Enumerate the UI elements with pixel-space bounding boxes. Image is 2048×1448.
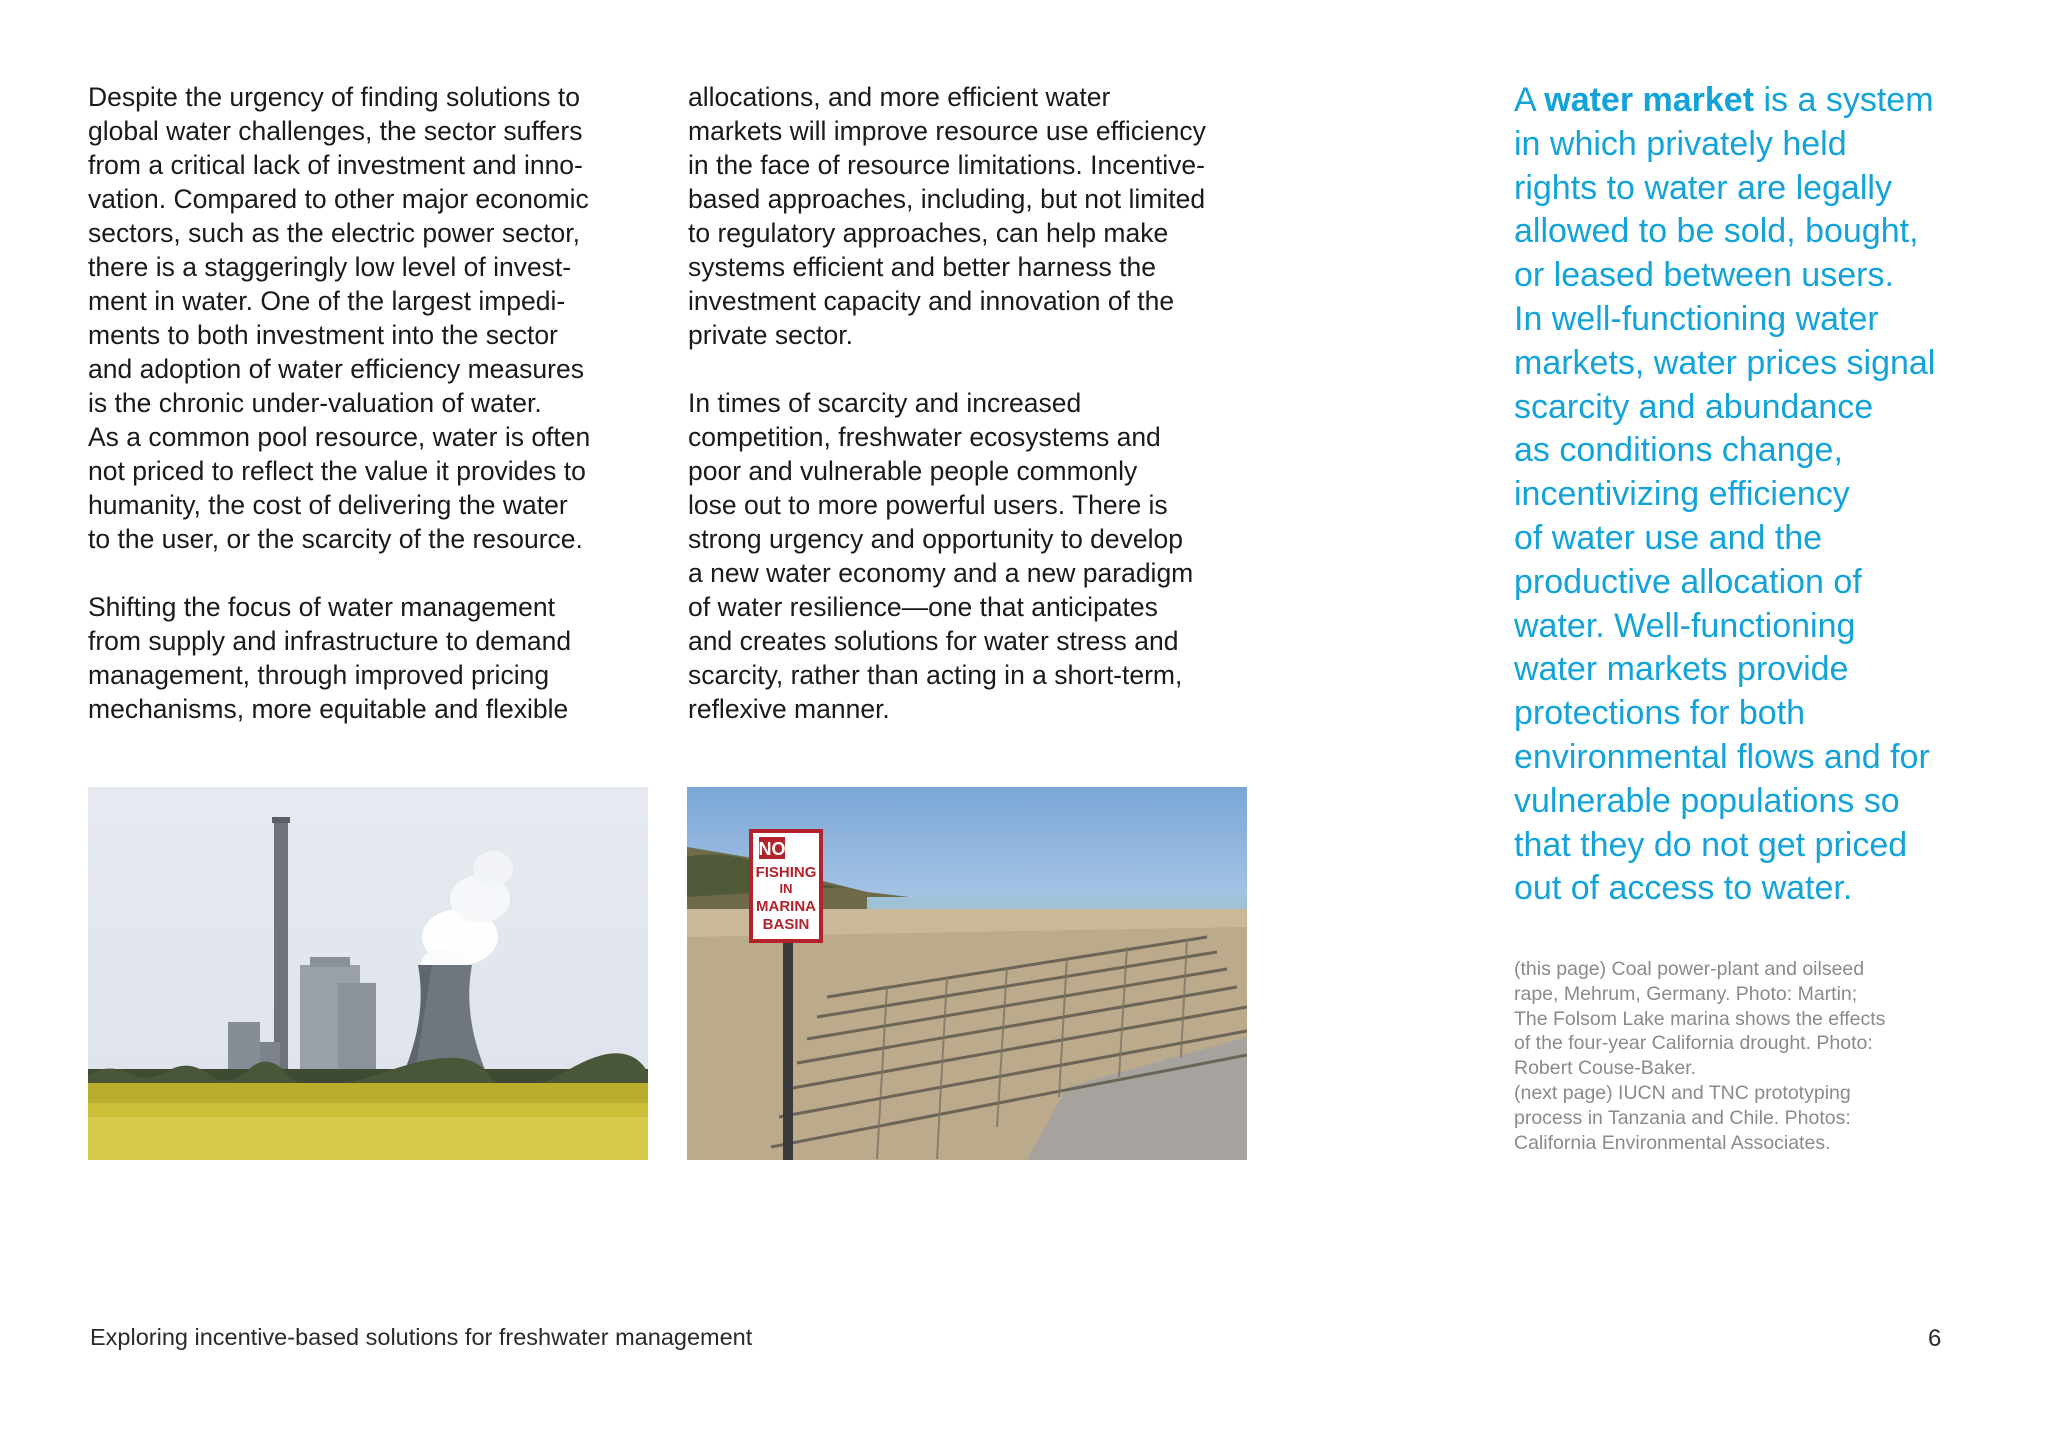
caption-line: of the four-year California drought. Photo:	[1514, 1032, 1873, 1055]
pull-quote-rest: is a system	[1754, 81, 1934, 119]
caption-line: California Environmental Associates.	[1514, 1131, 1831, 1154]
text-line: scarcity, rather than acting in a short-term,	[688, 660, 1183, 690]
caption-line: (this page) Coal power-plant and oilseed	[1514, 958, 1865, 980]
text-line: strong urgency and opportunity to develop	[688, 524, 1183, 554]
text-line: water. Well-functioning	[1514, 606, 1856, 645]
marina-illustration	[687, 787, 1247, 1160]
text-line: productive allocation of	[1514, 562, 1862, 601]
text-line: In well-functioning water	[1514, 299, 1879, 338]
caption-line: The Folsom Lake marina shows the effects	[1514, 1007, 1886, 1030]
power-plant-illustration	[88, 787, 648, 1160]
text-line: is the chronic under-valuation of water.	[88, 388, 542, 418]
paragraph	[88, 80, 648, 556]
text-line: as conditions change,	[1514, 431, 1843, 470]
page-number: 6	[1928, 1325, 1942, 1352]
text-line: of water resilience—one that anticipates	[688, 592, 1158, 622]
text-line: of water use and the	[1514, 518, 1823, 557]
pull-quote-prefix: A	[1514, 81, 1545, 119]
text-line: to the user, or the scarcity of the resource.	[88, 524, 583, 554]
text-line: mechanisms, more equitable and flexible	[88, 694, 569, 724]
sign-text: BASIN	[762, 916, 810, 933]
sign-text: IN	[779, 881, 793, 896]
sign-text: MARINA	[756, 898, 816, 915]
text-line: investment capacity and innovation of the	[688, 286, 1175, 316]
text-line: that they do not get priced	[1514, 825, 1908, 864]
caption-line: (next page) IUCN and TNC prototyping	[1514, 1081, 1851, 1104]
text-line: not priced to reflect the value it provides to	[88, 456, 586, 486]
text-line: ments to both investment into the sector	[88, 320, 558, 350]
text-line: competition, freshwater ecosystems and	[688, 422, 1161, 452]
text-line: from a critical lack of investment and inno-	[88, 150, 583, 180]
text-line: sectors, such as the electric power sector,	[88, 218, 580, 248]
text-line: In times of scarcity and increased	[688, 388, 1082, 418]
text-line: protections for both	[1514, 694, 1806, 733]
text-line: markets, water prices signal	[1514, 343, 1936, 382]
body-column-1	[88, 80, 648, 760]
text-line: private sector.	[688, 320, 853, 350]
paragraph	[688, 80, 1258, 352]
text-line: systems efficient and better harness the	[688, 252, 1156, 282]
text-line: in the face of resource limitations. Incentive-	[688, 150, 1205, 180]
text-line: vulnerable populations so	[1514, 781, 1900, 820]
text-line: from supply and infrastructure to demand	[88, 626, 572, 656]
text-line: vation. Compared to other major economic	[88, 184, 589, 214]
power-plant-photo	[88, 787, 648, 1160]
text-line: ment in water. One of the largest impedi-	[88, 286, 566, 316]
text-line: and adoption of water efficiency measures	[88, 354, 584, 384]
paragraph	[88, 590, 648, 726]
footer-title: Exploring incentive-based solutions for freshwater management	[90, 1324, 753, 1350]
text-line: rights to water are legally	[1514, 168, 1892, 207]
text-line: markets will improve resource use efficiency	[688, 116, 1206, 146]
drought-marina-photo	[687, 787, 1247, 1160]
text-line: Shifting the focus of water management	[88, 592, 555, 622]
text-line: humanity, the cost of delivering the water	[88, 490, 568, 520]
sign-text: NO	[758, 839, 786, 859]
paragraph	[688, 386, 1258, 726]
text-line: water markets provide	[1514, 650, 1849, 689]
text-line	[1514, 79, 1994, 123]
text-line: lose out to more powerful users. There is	[688, 490, 1168, 520]
no-fishing-sign	[751, 831, 821, 941]
caption-line: process in Tanzania and Chile. Photos:	[1514, 1106, 1851, 1129]
caption-line: rape, Mehrum, Germany. Photo: Martin;	[1514, 982, 1858, 1005]
text-line: based approaches, including, but not limited	[688, 184, 1206, 214]
text-line: Despite the urgency of finding solutions to	[88, 82, 581, 112]
text-line: global water challenges, the sector suffers	[88, 116, 583, 146]
text-line: out of access to water.	[1514, 869, 1853, 908]
text-line: allowed to be sold, bought,	[1514, 212, 1919, 251]
text-line: incentivizing efficiency	[1514, 475, 1850, 514]
body-column-2	[688, 80, 1258, 760]
text-line: poor and vulnerable people commonly	[688, 456, 1138, 486]
text-line: allocations, and more efficient water	[688, 82, 1111, 112]
photo-caption	[1514, 957, 1954, 1155]
text-line: there is a staggeringly low level of invest-	[88, 252, 572, 282]
text-line: and creates solutions for water stress and	[688, 626, 1179, 656]
caption-line: Robert Couse-Baker.	[1514, 1057, 1697, 1080]
text-line: environmental flows and for	[1514, 737, 1930, 776]
text-line: or leased between users.	[1514, 256, 1894, 295]
text-line: As a common pool resource, water is often	[88, 422, 591, 452]
text-line: reflexive manner.	[688, 694, 890, 724]
text-line: to regulatory approaches, can help make	[688, 218, 1169, 248]
text-line: scarcity and abundance	[1514, 387, 1874, 426]
pull-quote-term: water market	[1544, 81, 1755, 119]
pull-quote	[1514, 79, 1994, 911]
text-line: in which privately held	[1514, 124, 1847, 163]
text-line: management, through improved pricing	[88, 660, 550, 690]
text-line: a new water economy and a new paradigm	[688, 558, 1194, 588]
sign-text: FISHING	[755, 864, 817, 881]
